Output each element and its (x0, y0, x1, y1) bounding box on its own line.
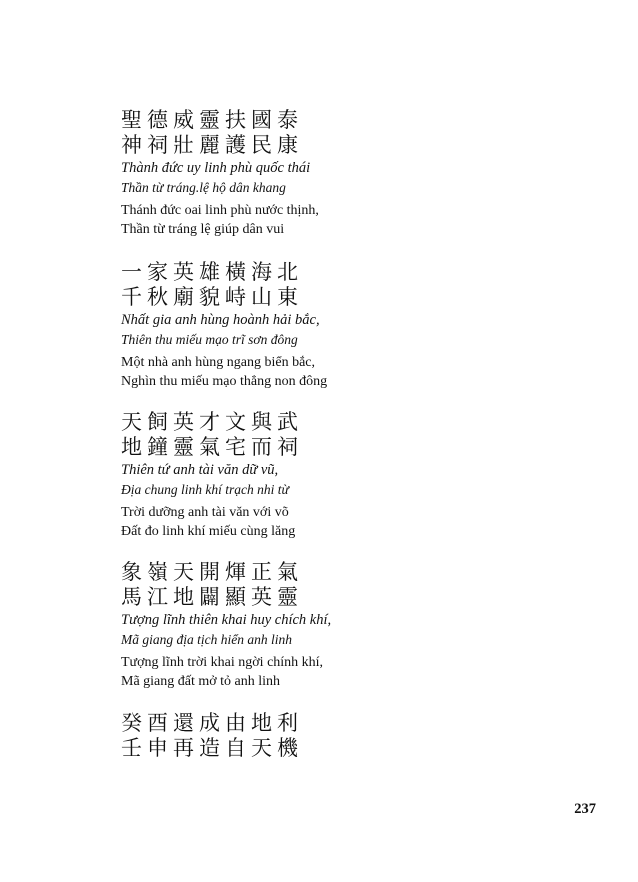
transliteration-line: Tượng lĩnh thiên khai huy chích khí, (121, 612, 332, 628)
page-number: 237 (574, 801, 596, 817)
han-line: 天飼英才文與武 (121, 410, 303, 434)
han-line: 馬江地闢顯英靈 (121, 585, 303, 609)
han-line: 壬申再造自天機 (121, 736, 303, 760)
transliteration-line: Thần từ tráng.lệ hộ dân khang (121, 180, 286, 195)
translation-line: Mã giang đất mở tỏ anh linh (121, 674, 281, 689)
stanza-4 (121, 560, 591, 691)
translation-line: Nghìn thu miếu mạo thẳng non đông (121, 374, 328, 389)
han-line: 象嶺天開煇正氣 (121, 560, 303, 584)
han-line: 一家英雄橫海北 (121, 260, 303, 284)
translation-line: Tượng lĩnh trời khai ngời chính khí, (121, 655, 324, 670)
stanza-2 (121, 260, 591, 391)
translation-line: Thần từ tráng lệ giúp dân vui (121, 222, 285, 237)
translation-line: Đất đo linh khí miếu cùng lăng (121, 524, 296, 539)
transliteration-line: Mã giang địa tịch hiển anh linh (121, 632, 292, 647)
transliteration-line: Thiên thu miếu mạo trĩ sơn đông (121, 332, 298, 347)
translation-line: Một nhà anh hùng ngang biển bắc, (121, 355, 316, 370)
translation-line: Trời dưỡng anh tài văn với võ (121, 505, 289, 520)
han-line: 聖德威靈扶國泰 (121, 108, 303, 132)
transliteration-line: Thiên tứ anh tài văn dữ vũ, (121, 462, 279, 478)
stanza-5 (121, 711, 591, 761)
transliteration-line: Nhất gia anh hùng hoành hải bắc, (121, 312, 320, 328)
han-line: 地鐘靈氣宅而祠 (121, 435, 303, 459)
transliteration-line: Thành đức uy linh phù quốc thái (121, 160, 311, 176)
stanza-3 (121, 410, 591, 541)
transliteration-line: Địa chung linh khí trạch nhi từ (121, 482, 289, 497)
han-line: 神祠壯麗護民康 (121, 133, 303, 157)
han-line: 癸酉還成由地利 (121, 711, 303, 735)
han-line: 千秋廟貌峙山東 (121, 285, 303, 309)
stanza-1 (121, 108, 591, 239)
translation-line: Thánh đức oai linh phù nước thịnh, (121, 203, 319, 218)
